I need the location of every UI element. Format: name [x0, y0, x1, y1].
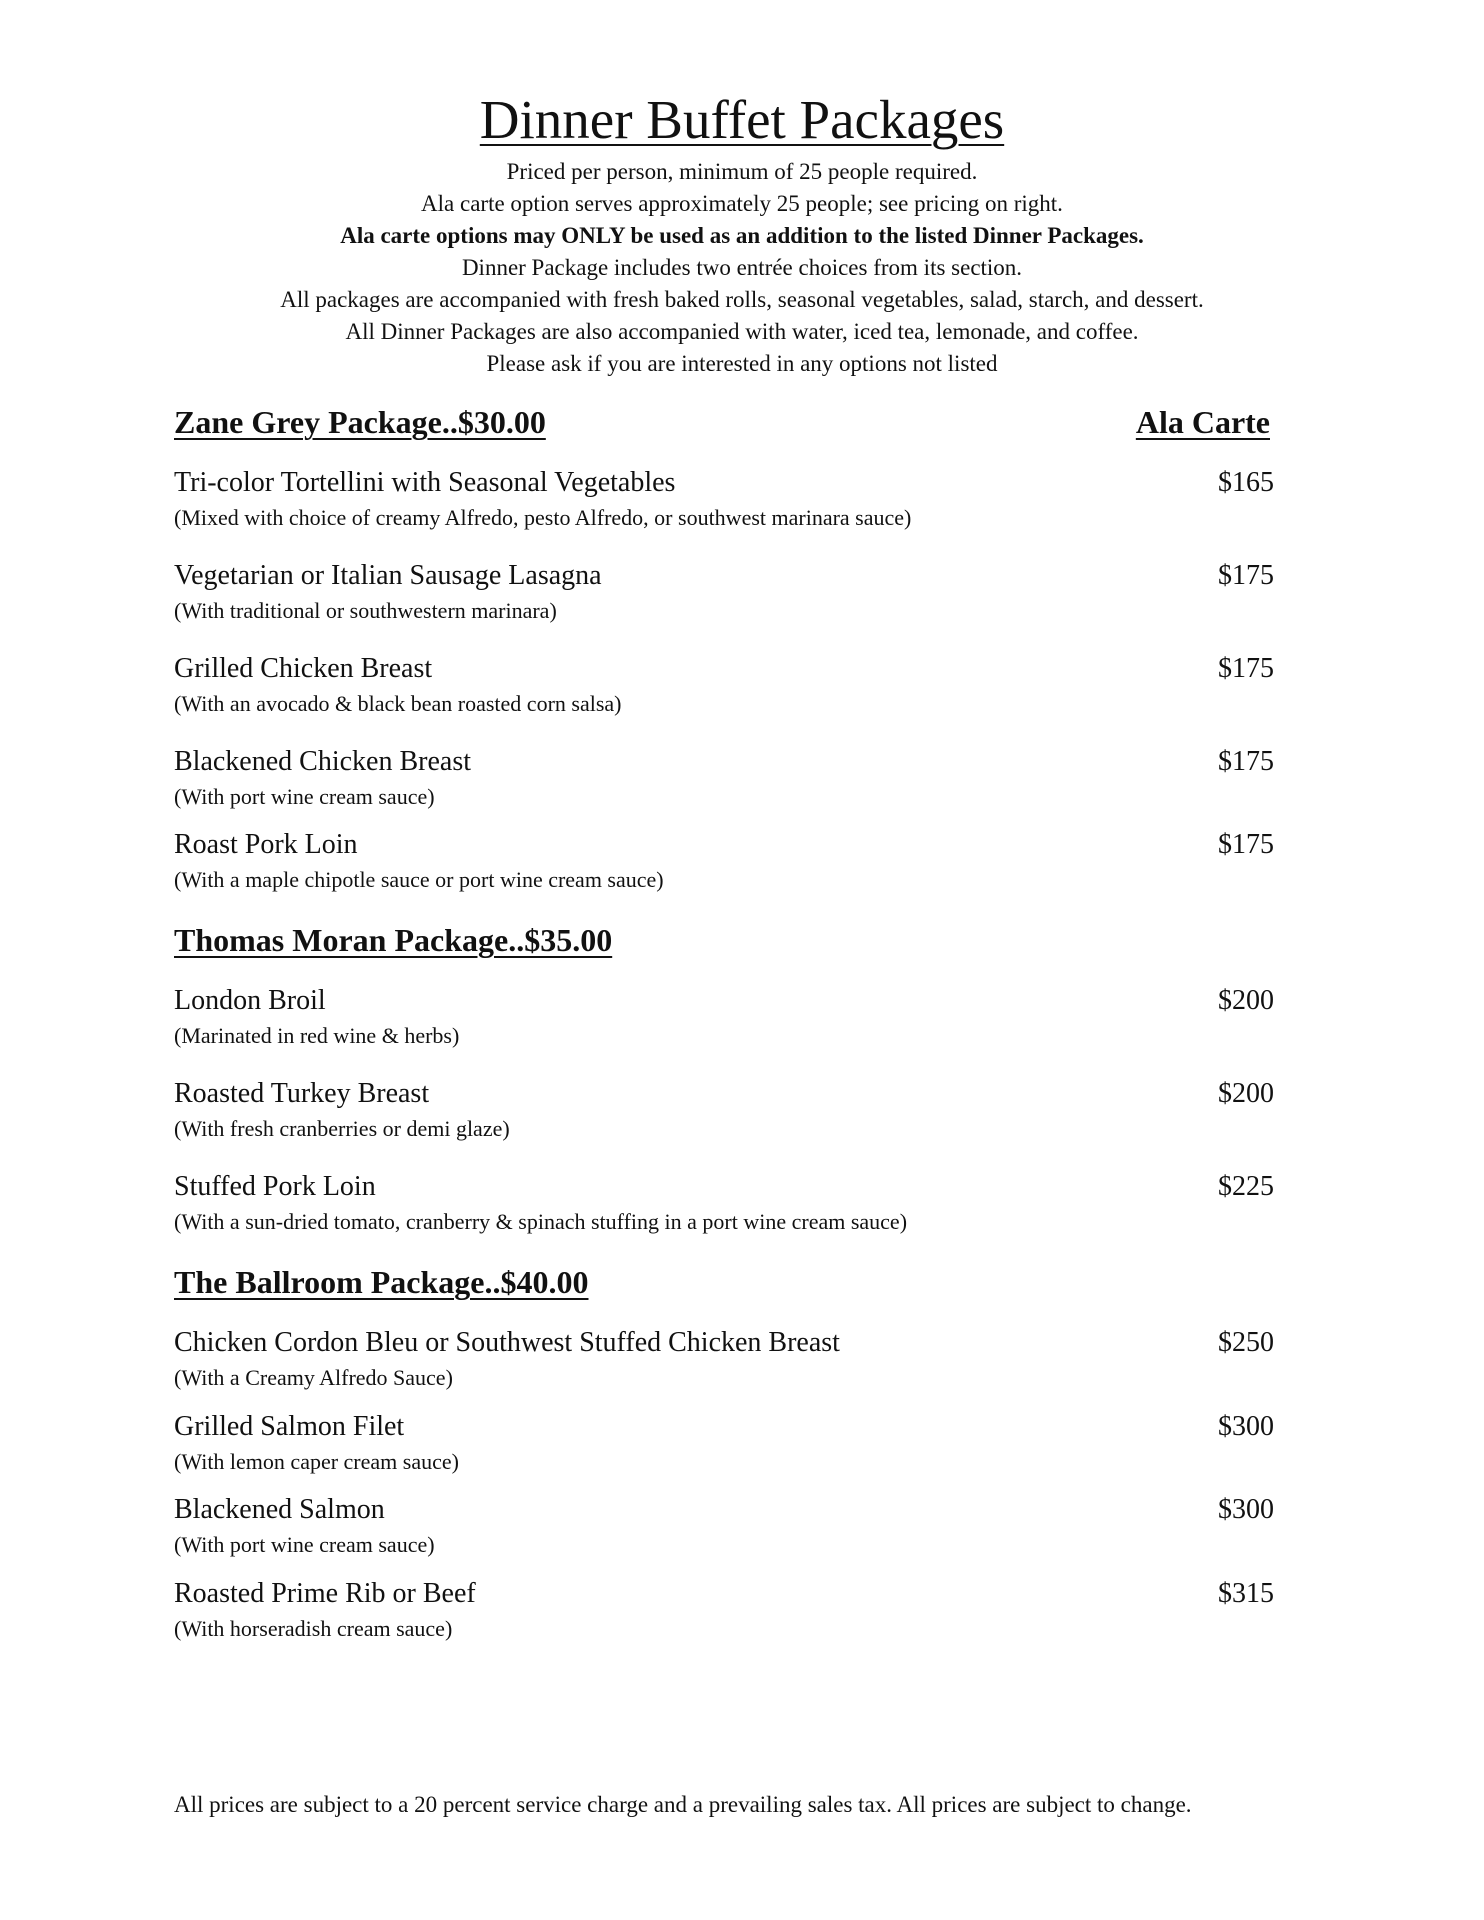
menu-item-name: Roasted Prime Rib or Beef [174, 1578, 476, 1609]
menu-item [174, 1493, 1274, 1563]
menu-item-price: $175 [1218, 653, 1274, 684]
menu-item [174, 559, 1274, 629]
package-heading-thomas-moran: Thomas Moran Package..$35.00 [174, 922, 613, 958]
menu-item-price: $300 [1218, 1494, 1274, 1525]
menu-item-price: $200 [1218, 1078, 1274, 1109]
menu-item-description: (With a Creamy Alfredo Sauce) [174, 1365, 453, 1390]
intro-line-other-options: Please ask if you are interested in any options not listed [486, 351, 998, 376]
package-heading-zane-grey: Zane Grey Package..$30.00 [174, 404, 546, 440]
package-heading-ballroom: The Ballroom Package..$40.00 [174, 1264, 589, 1300]
menu-item-description: (With horseradish cream sauce) [174, 1616, 453, 1641]
menu-item [174, 745, 1274, 815]
menu-item [174, 466, 1274, 536]
menu-item-description: (With lemon caper cream sauce) [174, 1449, 459, 1474]
menu-item-name: Vegetarian or Italian Sausage Lasagna [174, 560, 602, 591]
menu-item-description: (With port wine cream sauce) [174, 784, 435, 809]
menu-item-price: $175 [1218, 746, 1274, 777]
menu-item-description: (With fresh cranberries or demi glaze) [174, 1116, 510, 1141]
menu-item-price: $250 [1218, 1327, 1274, 1358]
menu-item-description: (With a sun-dried tomato, cranberry & spinach stuffing in a port wine cream sauce) [174, 1209, 908, 1234]
menu-item-price: $300 [1218, 1411, 1274, 1442]
menu-item [174, 1077, 1274, 1147]
menu-item [174, 1577, 1274, 1647]
menu-item-name: Chicken Cordon Bleu or Southwest Stuffed Chicken Breast [174, 1327, 840, 1358]
menu-item-price: $200 [1218, 985, 1274, 1016]
menu-item-name: Roasted Turkey Breast [174, 1078, 430, 1109]
menu-item-name: Stuffed Pork Loin [174, 1171, 376, 1202]
menu-item [174, 1410, 1274, 1480]
menu-item [174, 984, 1274, 1054]
ala-carte-heading: Ala Carte [1135, 404, 1270, 440]
menu-item-description: (With an avocado & black bean roasted corn salsa) [174, 691, 622, 716]
menu-item-name: London Broil [174, 985, 326, 1016]
intro-notes [0, 156, 1484, 380]
menu-item [174, 1170, 1274, 1240]
menu-item-name: Grilled Salmon Filet [174, 1411, 405, 1442]
menu-item-name: Roast Pork Loin [174, 829, 358, 860]
menu-item-name: Tri-color Tortellini with Seasonal Vegetables [174, 467, 676, 498]
menu-item [174, 828, 1274, 898]
menu-item-description: (With a maple chipotle sauce or port wine cream sauce) [174, 867, 664, 892]
page-title-text: Dinner Buffet Packages [479, 89, 1005, 150]
menu-item-price: $225 [1218, 1171, 1274, 1202]
menu-item-price: $175 [1218, 829, 1274, 860]
page-title [0, 88, 1484, 152]
menu-item-price: $175 [1218, 560, 1274, 591]
menu-item-description: (With traditional or southwestern marinara) [174, 598, 557, 623]
intro-line-pricing: Priced per person, minimum of 25 people required. [506, 159, 978, 184]
menu-item-description: (Marinated in red wine & herbs) [174, 1023, 460, 1048]
menu-item [174, 652, 1274, 722]
intro-line-beverages: All Dinner Packages are also accompanied with water, iced tea, lemonade, and coffee. [345, 319, 1139, 344]
pricing-footnote: All prices are subject to a 20 percent service charge and a prevailing sales tax. All prices are subject to change. [174, 1792, 1192, 1817]
menu-item-name: Blackened Salmon [174, 1494, 385, 1525]
intro-line-ala-carte-restriction: Ala carte options may ONLY be used as an addition to the listed Dinner Packages. [340, 223, 1144, 248]
menu-item-description: (Mixed with choice of creamy Alfredo, pesto Alfredo, or southwest marinara sauce) [174, 505, 912, 530]
intro-line-accompaniments: All packages are accompanied with fresh baked rolls, seasonal vegetables, salad, starch, and dessert. [280, 287, 1204, 312]
menu-item-name: Blackened Chicken Breast [174, 746, 472, 777]
menu-item [174, 1326, 1274, 1396]
menu-item-name: Grilled Chicken Breast [174, 653, 433, 684]
menu-item-description: (With port wine cream sauce) [174, 1532, 435, 1557]
menu-item-price: $165 [1218, 467, 1274, 498]
menu-item-price: $315 [1218, 1578, 1274, 1609]
intro-line-ala-carte-serving: Ala carte option serves approximately 25 people; see pricing on right. [421, 191, 1063, 216]
intro-line-entree-choices: Dinner Package includes two entrée choices from its section. [461, 255, 1023, 280]
